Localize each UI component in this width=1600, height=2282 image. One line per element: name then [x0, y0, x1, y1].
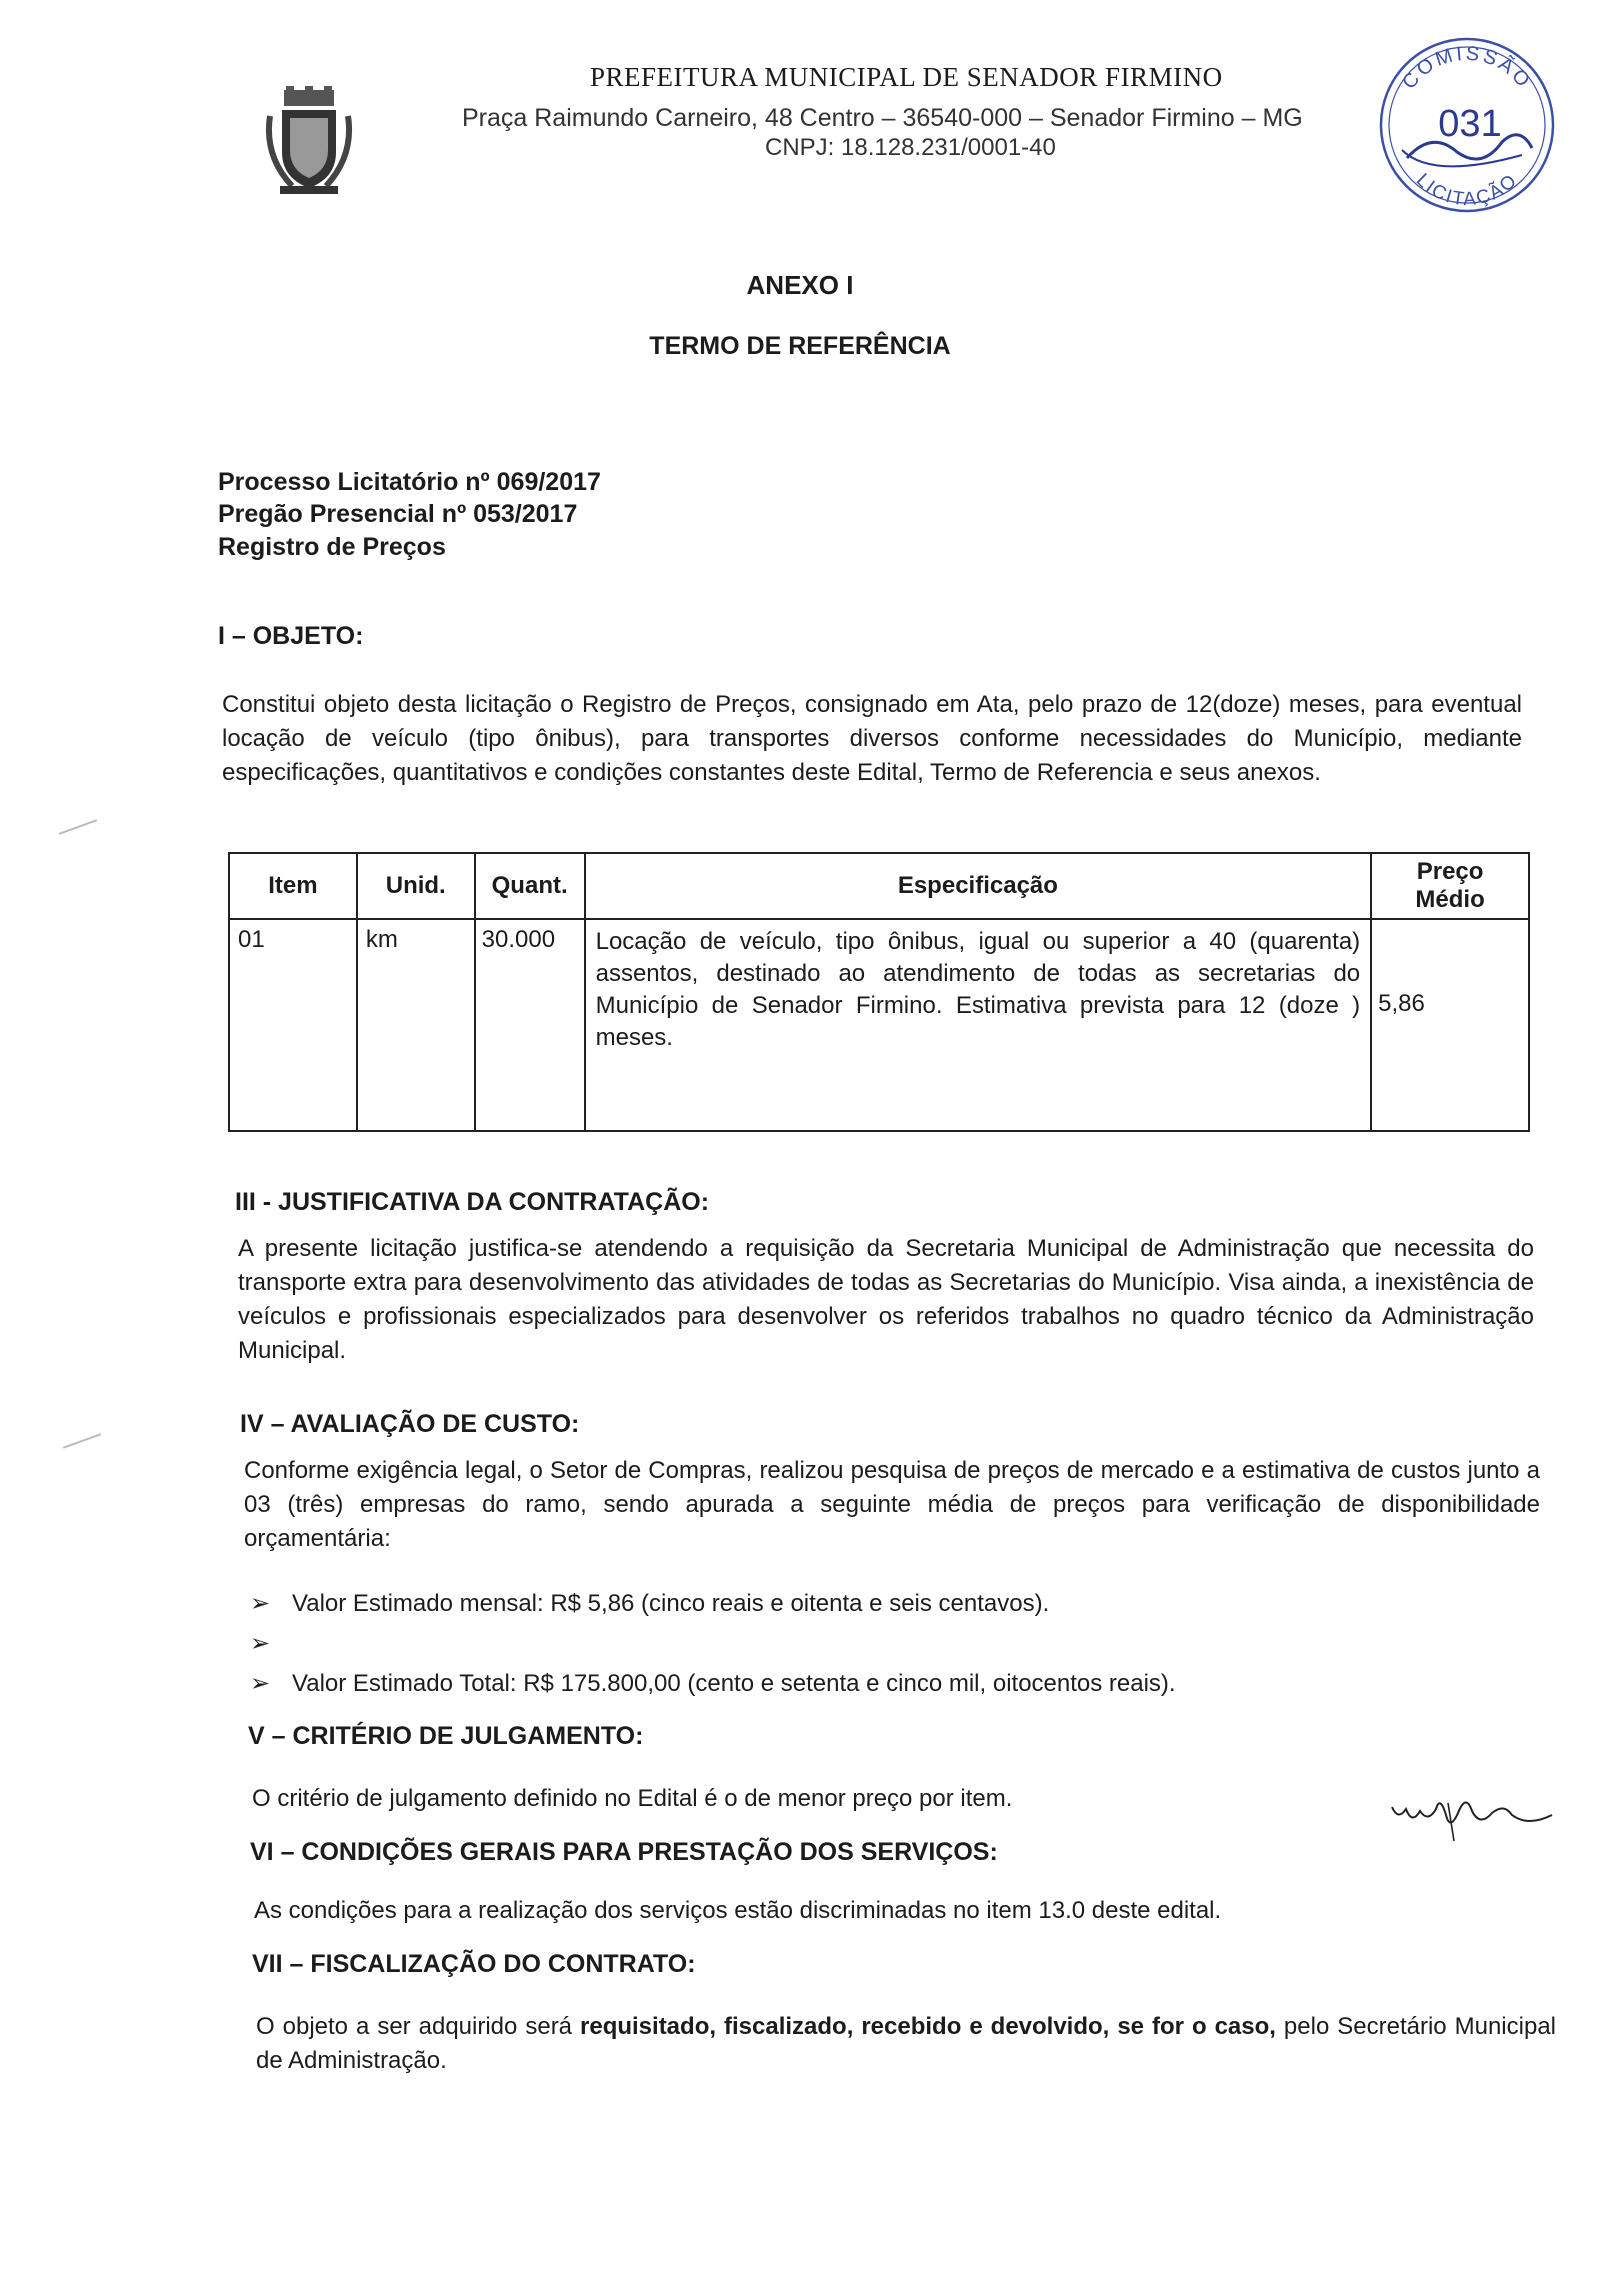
svg-text:LICITAÇÃO: [1412, 170, 1522, 211]
fiscalizacao-text-bold: requisitado, fiscalizado, recebido e devolvido, se for o caso,: [580, 2013, 1276, 2040]
table-row: [229, 919, 1529, 1131]
commission-stamp: [1372, 30, 1562, 220]
arrow-bullet-icon: ➢: [250, 1630, 271, 1657]
org-cnpj: CNPJ: 18.128.231/0001-40: [765, 134, 1056, 161]
municipal-crest-logo: [262, 86, 356, 198]
scan-mark: [63, 1433, 101, 1449]
condicoes-text: As condições para a realização dos serviços estão discriminadas no item 13.0 deste edital.: [254, 1897, 1222, 1924]
arrow-bullet-icon: ➢: [250, 1590, 271, 1617]
valor-total: Valor Estimado Total: R$ 175.800,00 (cento e setenta e cinco mil, oitocentos reais).: [292, 1670, 1176, 1697]
arrow-bullet-icon: ➢: [250, 1670, 271, 1697]
stamp-number: 031: [1438, 103, 1502, 145]
col-header-quant: Quant.: [475, 853, 585, 919]
condicoes-heading: VI – CONDIÇÕES GERAIS PARA PRESTAÇÃO DOS SERVIÇOS:: [250, 1838, 998, 1866]
cell-unid: km: [357, 919, 475, 1131]
objeto-text: Constitui objeto desta licitação o Registro de Preços, consignado em Ata, pelo prazo de 12(doze) meses, para eventual locação de veículo (tipo ônibus), para transportes diversos conforme necessidades do Município, mediante especificações, quantitativos e condições constantes deste Edital, Termo de Referencia e seus anexos.: [222, 691, 1522, 786]
justificativa-text: A presente licitação justifica-se atendendo a requisição da Secretaria Municipal de Administração que necessita do transporte extra para desenvolvimento das atividades de todas as Secretarias do Município. Visa ainda, a inexistência de veículos e profissionais especializados para desenvolver os referidos trabalhos no quadro técnico da Administração Municipal.: [238, 1235, 1534, 1364]
col-header-price: [1371, 853, 1529, 919]
cell-spec: Locação de veículo, tipo ônibus, igual ou superior a 40 (quarenta) assentos, destinado ao atendimento de todas as secretarias do Município de Senador Firmino. Estimativa prevista para 12 (doze ) meses.: [585, 919, 1372, 1131]
justificativa-heading: III - JUSTIFICATIVA DA CONTRATAÇÃO:: [235, 1188, 710, 1216]
process-number: Processo Licitatório nº 069/2017: [218, 468, 601, 496]
avaliacao-bullets: [250, 1584, 1540, 1704]
page-title: ANEXO I: [746, 270, 854, 300]
valor-mensal: Valor Estimado mensal: R$ 5,86 (cinco reais e oitenta e seis centavos).: [292, 1590, 1050, 1617]
fiscalizacao-text: [256, 2010, 1556, 2078]
objeto-heading: I – OBJETO:: [218, 622, 364, 650]
org-address: Praça Raimundo Carneiro, 48 Centro – 36540-000 – Senador Firmino – MG: [462, 104, 1303, 132]
avaliacao-text: Conforme exigência legal, o Setor de Compras, realizou pesquisa de preços de mercado e a estimativa de custos junto a 03 (três) empresas do ramo, sendo apurada a seguinte média de preços para verificação de disponibilidade orçamentária:: [244, 1457, 1540, 1552]
items-table: [228, 852, 1530, 1132]
col-header-price-line1: Preço: [1416, 858, 1484, 885]
handwritten-signature: [1388, 1785, 1558, 1845]
criterio-text: O critério de julgamento definido no Edital é o de menor preço por item.: [252, 1785, 1013, 1812]
criterio-heading: V – CRITÉRIO DE JULGAMENTO:: [248, 1722, 644, 1750]
page-subtitle: TERMO DE REFERÊNCIA: [649, 332, 951, 360]
registro-label: Registro de Preços: [218, 533, 446, 561]
avaliacao-heading: IV – AVALIAÇÃO DE CUSTO:: [240, 1410, 580, 1438]
col-header-price-line2: Médio: [1415, 886, 1485, 913]
cell-quant: 30.000: [475, 919, 585, 1131]
pregao-number: Pregão Presencial nº 053/2017: [218, 500, 578, 528]
list-item: [250, 1584, 1540, 1624]
stamp-bottom-text: LICITAÇÃO: [1411, 169, 1523, 211]
list-item: [250, 1624, 1540, 1664]
fiscalizacao-text-end: pelo Secretário Municipal de Administração.: [256, 2013, 1557, 2074]
svg-text:COMISSÃO: [1398, 43, 1536, 94]
cell-price: 5,86: [1371, 919, 1529, 1131]
col-header-spec: Especificação: [585, 853, 1372, 919]
col-header-unid: Unid.: [357, 853, 475, 919]
stamp-top-text: COMISSÃO: [1398, 42, 1536, 94]
fiscalizacao-text-start: O objeto a ser adquirido será: [256, 2013, 580, 2040]
fiscalizacao-heading: VII – FISCALIZAÇÃO DO CONTRATO:: [252, 1950, 696, 1978]
org-name: PREFEITURA MUNICIPAL DE SENADOR FIRMINO: [590, 62, 1223, 92]
table-header-row: [229, 853, 1529, 919]
list-item: [250, 1664, 1540, 1704]
scan-mark: [59, 819, 97, 835]
col-header-item: Item: [229, 853, 357, 919]
cell-item: 01: [229, 919, 357, 1131]
